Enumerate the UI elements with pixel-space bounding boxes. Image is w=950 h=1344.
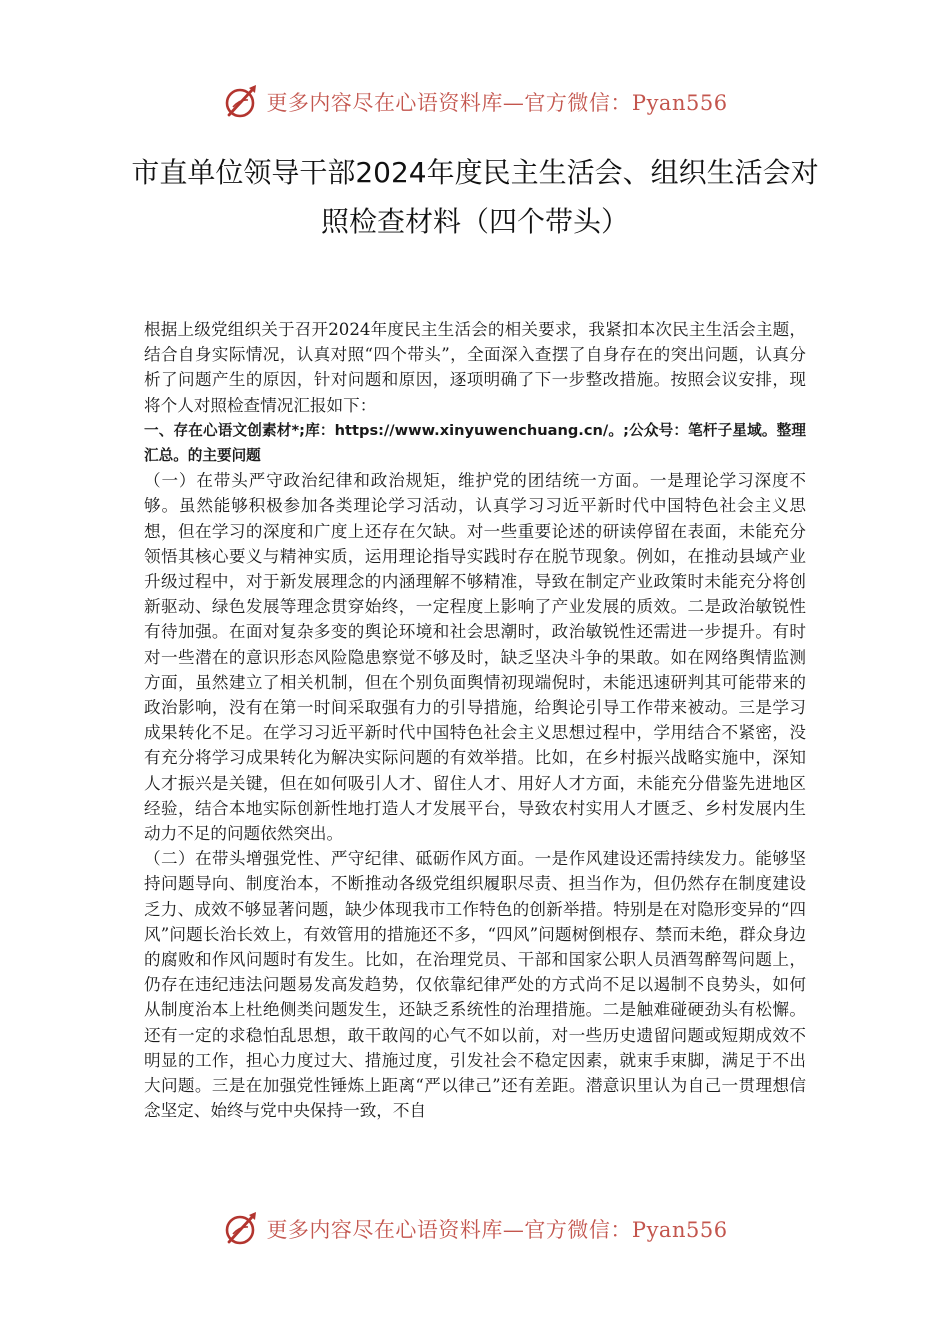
pen-logo-icon bbox=[222, 1209, 262, 1249]
banner-text: 更多内容尽在心语资料库—官方微信：Pyan556 bbox=[266, 1218, 728, 1242]
document-body bbox=[144, 317, 806, 1124]
footer-banner bbox=[0, 1207, 950, 1251]
intro-paragraph: 根据上级党组织关于召开2024年度民主生活会的相关要求，我紧扣本次民主生活会主题，结合自身实际情况，认真对照“四个带头”，全面深入查摆了自身存在的突出问题，认真分析了问题产生的原因，针对问题和原因，逐项明确了下一步整改措施。按照会议安排，现将个人对照检查情况汇报如下： bbox=[144, 320, 806, 415]
pen-logo-icon bbox=[222, 82, 262, 122]
body-paragraph-1: （一）在带头严守政治纪律和政治规矩，维护党的团结统一方面。一是理论学习深度不够。虽然能够积极参加各类理论学习活动，认真学习习近平新时代中国特色社会主义思想，但在学习的深度和广度上还存在欠缺。对一些重要论述的研读停留在表面，未能充分领悟其核心要义与精神实质，运用理论指导实践时存在脱节现象。例如，在推动县域产业升级过程中，对于新发展理念的内涵理解不够精准，导致在制定产业政策时未能充分将创新驱动、绿色发展等理念贯穿始终，一定程度上影响了产业发展的质效。二是政治敏锐性有待加强。在面对复杂多变的舆论环境和社会思潮时，政治敏锐性还需进一步提升。有时对一些潜在的意识形态风险隐患察觉不够及时，缺乏坚决斗争的果敢。如在网络舆情监测方面，虽然建立了相关机制，但在个别负面舆情初现端倪时，未能迅速研判其可能带来的政治影响，没有在第一时间采取强有力的引导措施，给舆论引导工作带来被动。三是学习成果转化不足。在学习习近平新时代中国特色社会主义思想过程中，学用结合不紧密，没有充分将学习成果转化为解决实际问题的有效举措。比如，在乡村振兴战略实施中，深知人才振兴是关键，但在如何吸引人才、留住人才、用好人才方面，未能充分借鉴先进地区经验，结合本地实际创新性地打造人才发展平台，导致农村实用人才匮乏、乡村发展内生动力不足的问题依然突出。 bbox=[144, 471, 806, 844]
body-paragraph-2: （二）在带头增强党性、严守纪律、砥砺作风方面。一是作风建设还需持续发力。能够坚持问题导向、制度治本，不断推动各级党组织履职尽责、担当作为，但仍然存在制度建设乏力、成效不够显著问题，缺少体现我市工作特色的创新举措。特别是在对隐形变异的“四风”问题长治长效上，有效管用的措施还不多，“四风”问题树倒根存、禁而未绝，群众身边的腐败和作风问题时有发生。比如，在治理党员、干部和国家公职人员酒驾醉驾问题上，仍存在违纪违法问题易发高发趋势，仅依靠纪律严处的方式尚不足以遏制不良势头，如何从制度治本上杜绝侧类问题发生，还缺乏系统性的治理措施。二是触难碰硬劲头有松懈。还有一定的求稳怕乱思想，敢干敢闯的心气不如以前，对一些历史遗留问题或短期成效不明显的工作，担心力度过大、措施过度，引发社会不稳定因素，就束手束脚，满足于不出大问题。三是在加强党性锤炼上距离“严以律己”还有差距。潜意识里认为自己一贯理想信念坚定、始终与党中央保持一致，不自 bbox=[144, 849, 806, 1121]
document-title: 市直单位领导干部2024年度民主生活会、组织生活会对照检查材料（四个带头） bbox=[131, 156, 819, 238]
header-banner bbox=[0, 80, 950, 124]
section-heading: 一、存在心语文创素材*;库：https://www.xinyuwenchuang.cn/。;公众号：笔杆子星域。整理汇总。的主要问题 bbox=[144, 421, 806, 465]
banner-text: 更多内容尽在心语资料库—官方微信：Pyan556 bbox=[266, 91, 728, 115]
